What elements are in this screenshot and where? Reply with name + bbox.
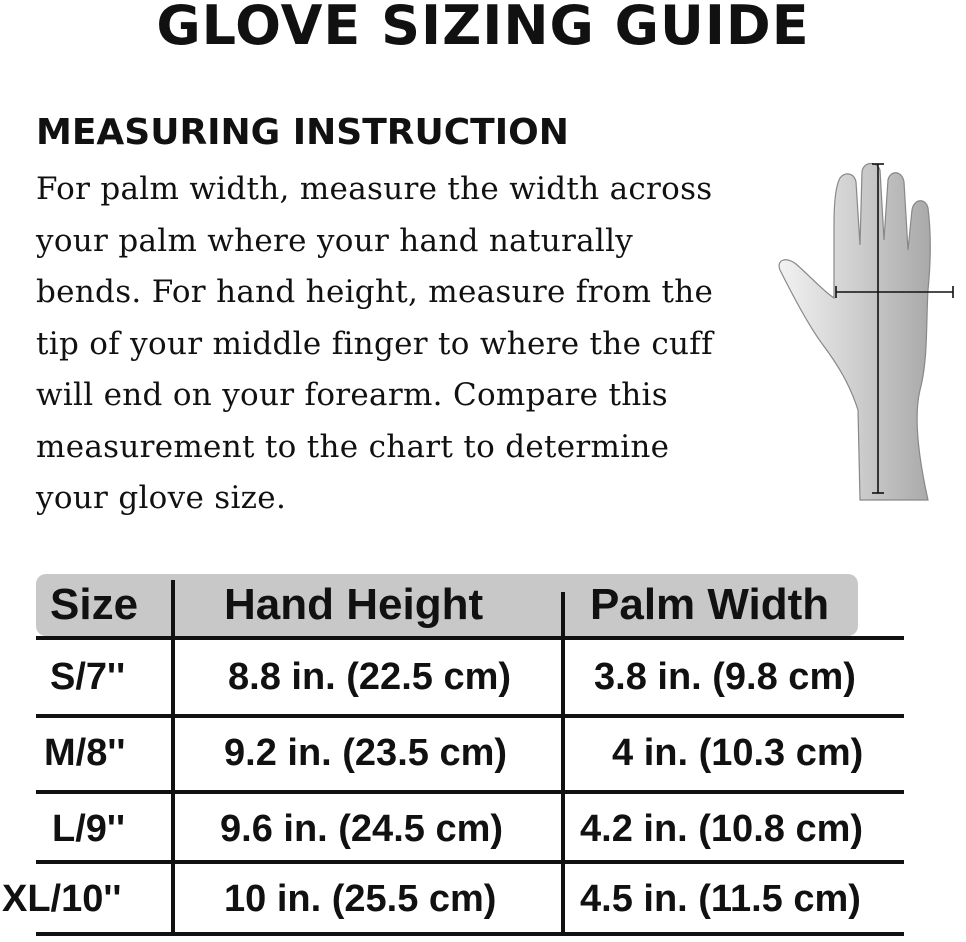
row-divider	[36, 714, 904, 718]
size-cell: L/9''	[52, 808, 125, 850]
instruction-line: tip of your middle finger to where the cuff	[36, 325, 713, 362]
instruction-line: For palm width, measure the width across	[36, 171, 713, 207]
palm-width-cell: 4.2 in. (10.8 cm)	[580, 808, 864, 850]
size-cell: S/7''	[50, 656, 126, 698]
size-chart-table	[0, 574, 966, 942]
instructions-text	[36, 164, 776, 525]
hand-measurement-icon	[778, 160, 958, 505]
header-hand-height: Hand Height	[224, 580, 484, 629]
instruction-line: measurement to the chart to determine	[36, 428, 670, 465]
palm-width-cell: 4 in. (10.3 cm)	[612, 732, 864, 774]
column-divider	[171, 580, 175, 932]
header-palm-width: Palm Width	[590, 580, 830, 629]
row-divider	[36, 636, 904, 640]
row-divider	[36, 790, 904, 794]
row-divider	[36, 932, 904, 936]
hand-height-cell: 9.6 in. (24.5 cm)	[220, 808, 504, 850]
row-divider	[36, 860, 904, 864]
page-title: GLOVE SIZING GUIDE	[156, 0, 810, 57]
instruction-line: will end on your forearm. Compare this	[36, 377, 668, 413]
instruction-line: your palm where your hand naturally	[36, 222, 634, 259]
palm-width-cell: 3.8 in. (9.8 cm)	[594, 656, 856, 698]
column-divider	[561, 592, 565, 932]
instruction-line: bends. For hand height, measure from the	[36, 274, 714, 310]
header-size: Size	[50, 580, 139, 629]
hand-height-cell: 10 in. (25.5 cm)	[224, 878, 497, 920]
section-heading: MEASURING INSTRUCTION	[36, 112, 569, 153]
hand-height-cell: 8.8 in. (22.5 cm)	[228, 656, 512, 698]
size-cell: XL/10''	[2, 878, 122, 920]
palm-width-cell: 4.5 in. (11.5 cm)	[580, 878, 861, 920]
size-cell: M/8''	[44, 732, 126, 774]
hand-height-cell: 9.2 in. (23.5 cm)	[224, 732, 508, 774]
instruction-line: your glove size.	[36, 480, 287, 516]
